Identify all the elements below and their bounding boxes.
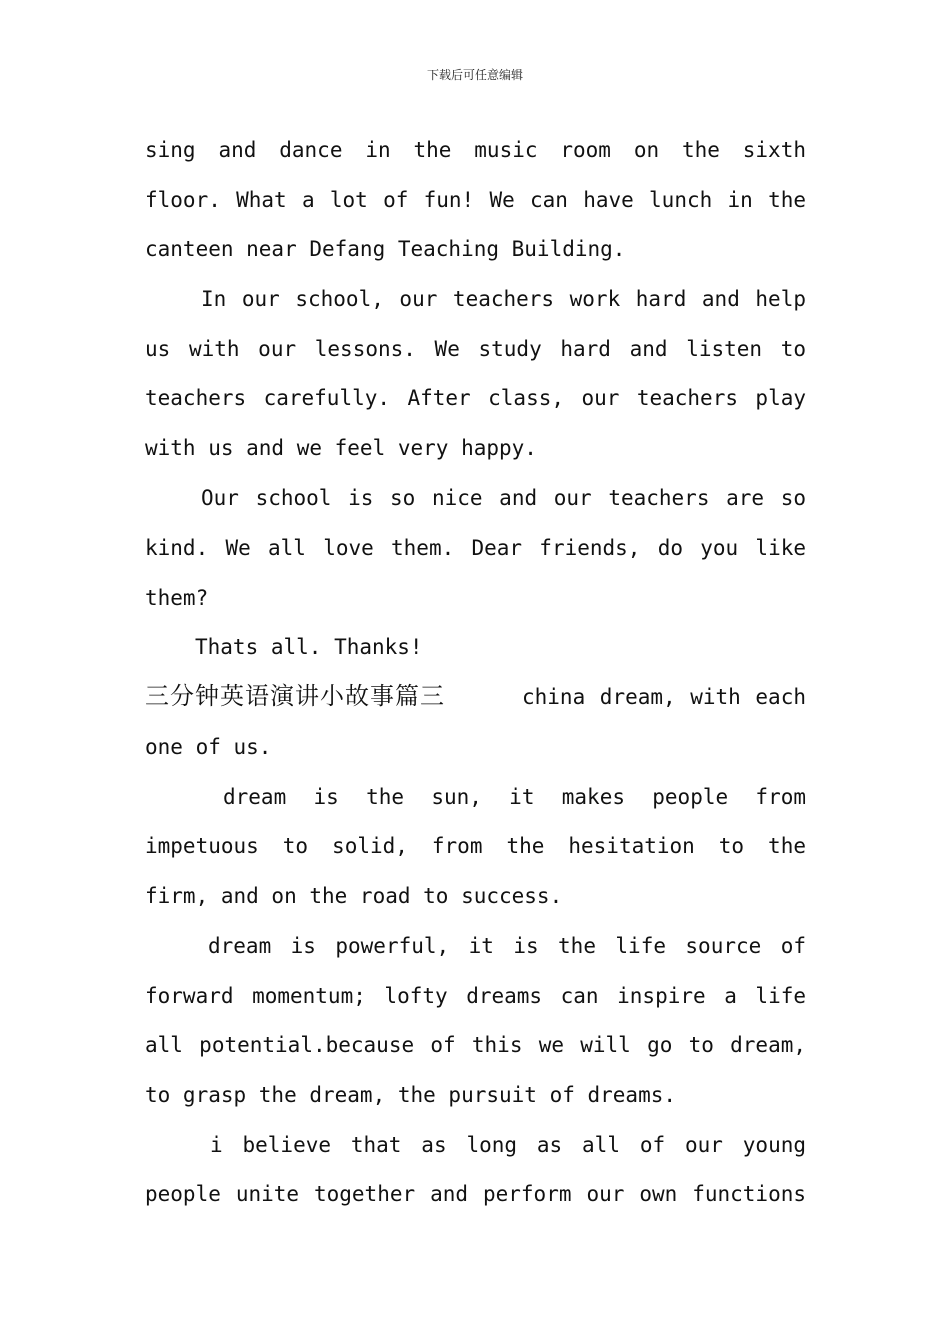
text-line: us with our lessons. We study hard and listen to xyxy=(145,337,806,361)
text-line: people unite together and perform our own functions xyxy=(145,1182,806,1206)
text-line: them? xyxy=(145,586,209,610)
paragraph-first-line: dream is powerful, it is the life source of xyxy=(208,934,806,958)
text-line: kind. We all love them. Dear friends, do you like xyxy=(145,536,806,560)
text-line: firm, and on the road to success. xyxy=(145,884,563,908)
text-line: china dream, with each xyxy=(522,685,806,709)
closing-line: Thats all. Thanks! xyxy=(195,635,423,659)
page-header: 下载后可任意编辑 xyxy=(426,68,523,82)
text-line: floor. What a lot of fun! We can have lunch in the xyxy=(145,188,806,212)
paragraph-first-line: dream is the sun, it makes people from xyxy=(223,785,806,809)
text-line: canteen near Defang Teaching Building. xyxy=(145,237,626,261)
paragraph-first-line: Our school is so nice and our teachers are so xyxy=(201,486,806,510)
section-title: 三分钟英语演讲小故事篇三 xyxy=(145,682,445,710)
text-line: forward momentum; lofty dreams can inspire a life xyxy=(145,984,806,1008)
text-line: all potential.because of this we will go to dream, xyxy=(145,1033,806,1057)
text-line: teachers carefully. After class, our teachers play xyxy=(145,386,806,410)
text-line: sing and dance in the music room on the sixth xyxy=(145,138,806,162)
text-line: with us and we feel very happy. xyxy=(145,436,537,460)
paragraph-first-line: In our school, our teachers work hard and help xyxy=(201,287,806,311)
text-line: impetuous to solid, from the hesitation to the xyxy=(145,834,806,858)
text-line: to grasp the dream, the pursuit of dreams. xyxy=(145,1083,677,1107)
paragraph-first-line: i believe that as long as all of our young xyxy=(210,1133,806,1157)
text-line: one of us. xyxy=(145,735,272,759)
